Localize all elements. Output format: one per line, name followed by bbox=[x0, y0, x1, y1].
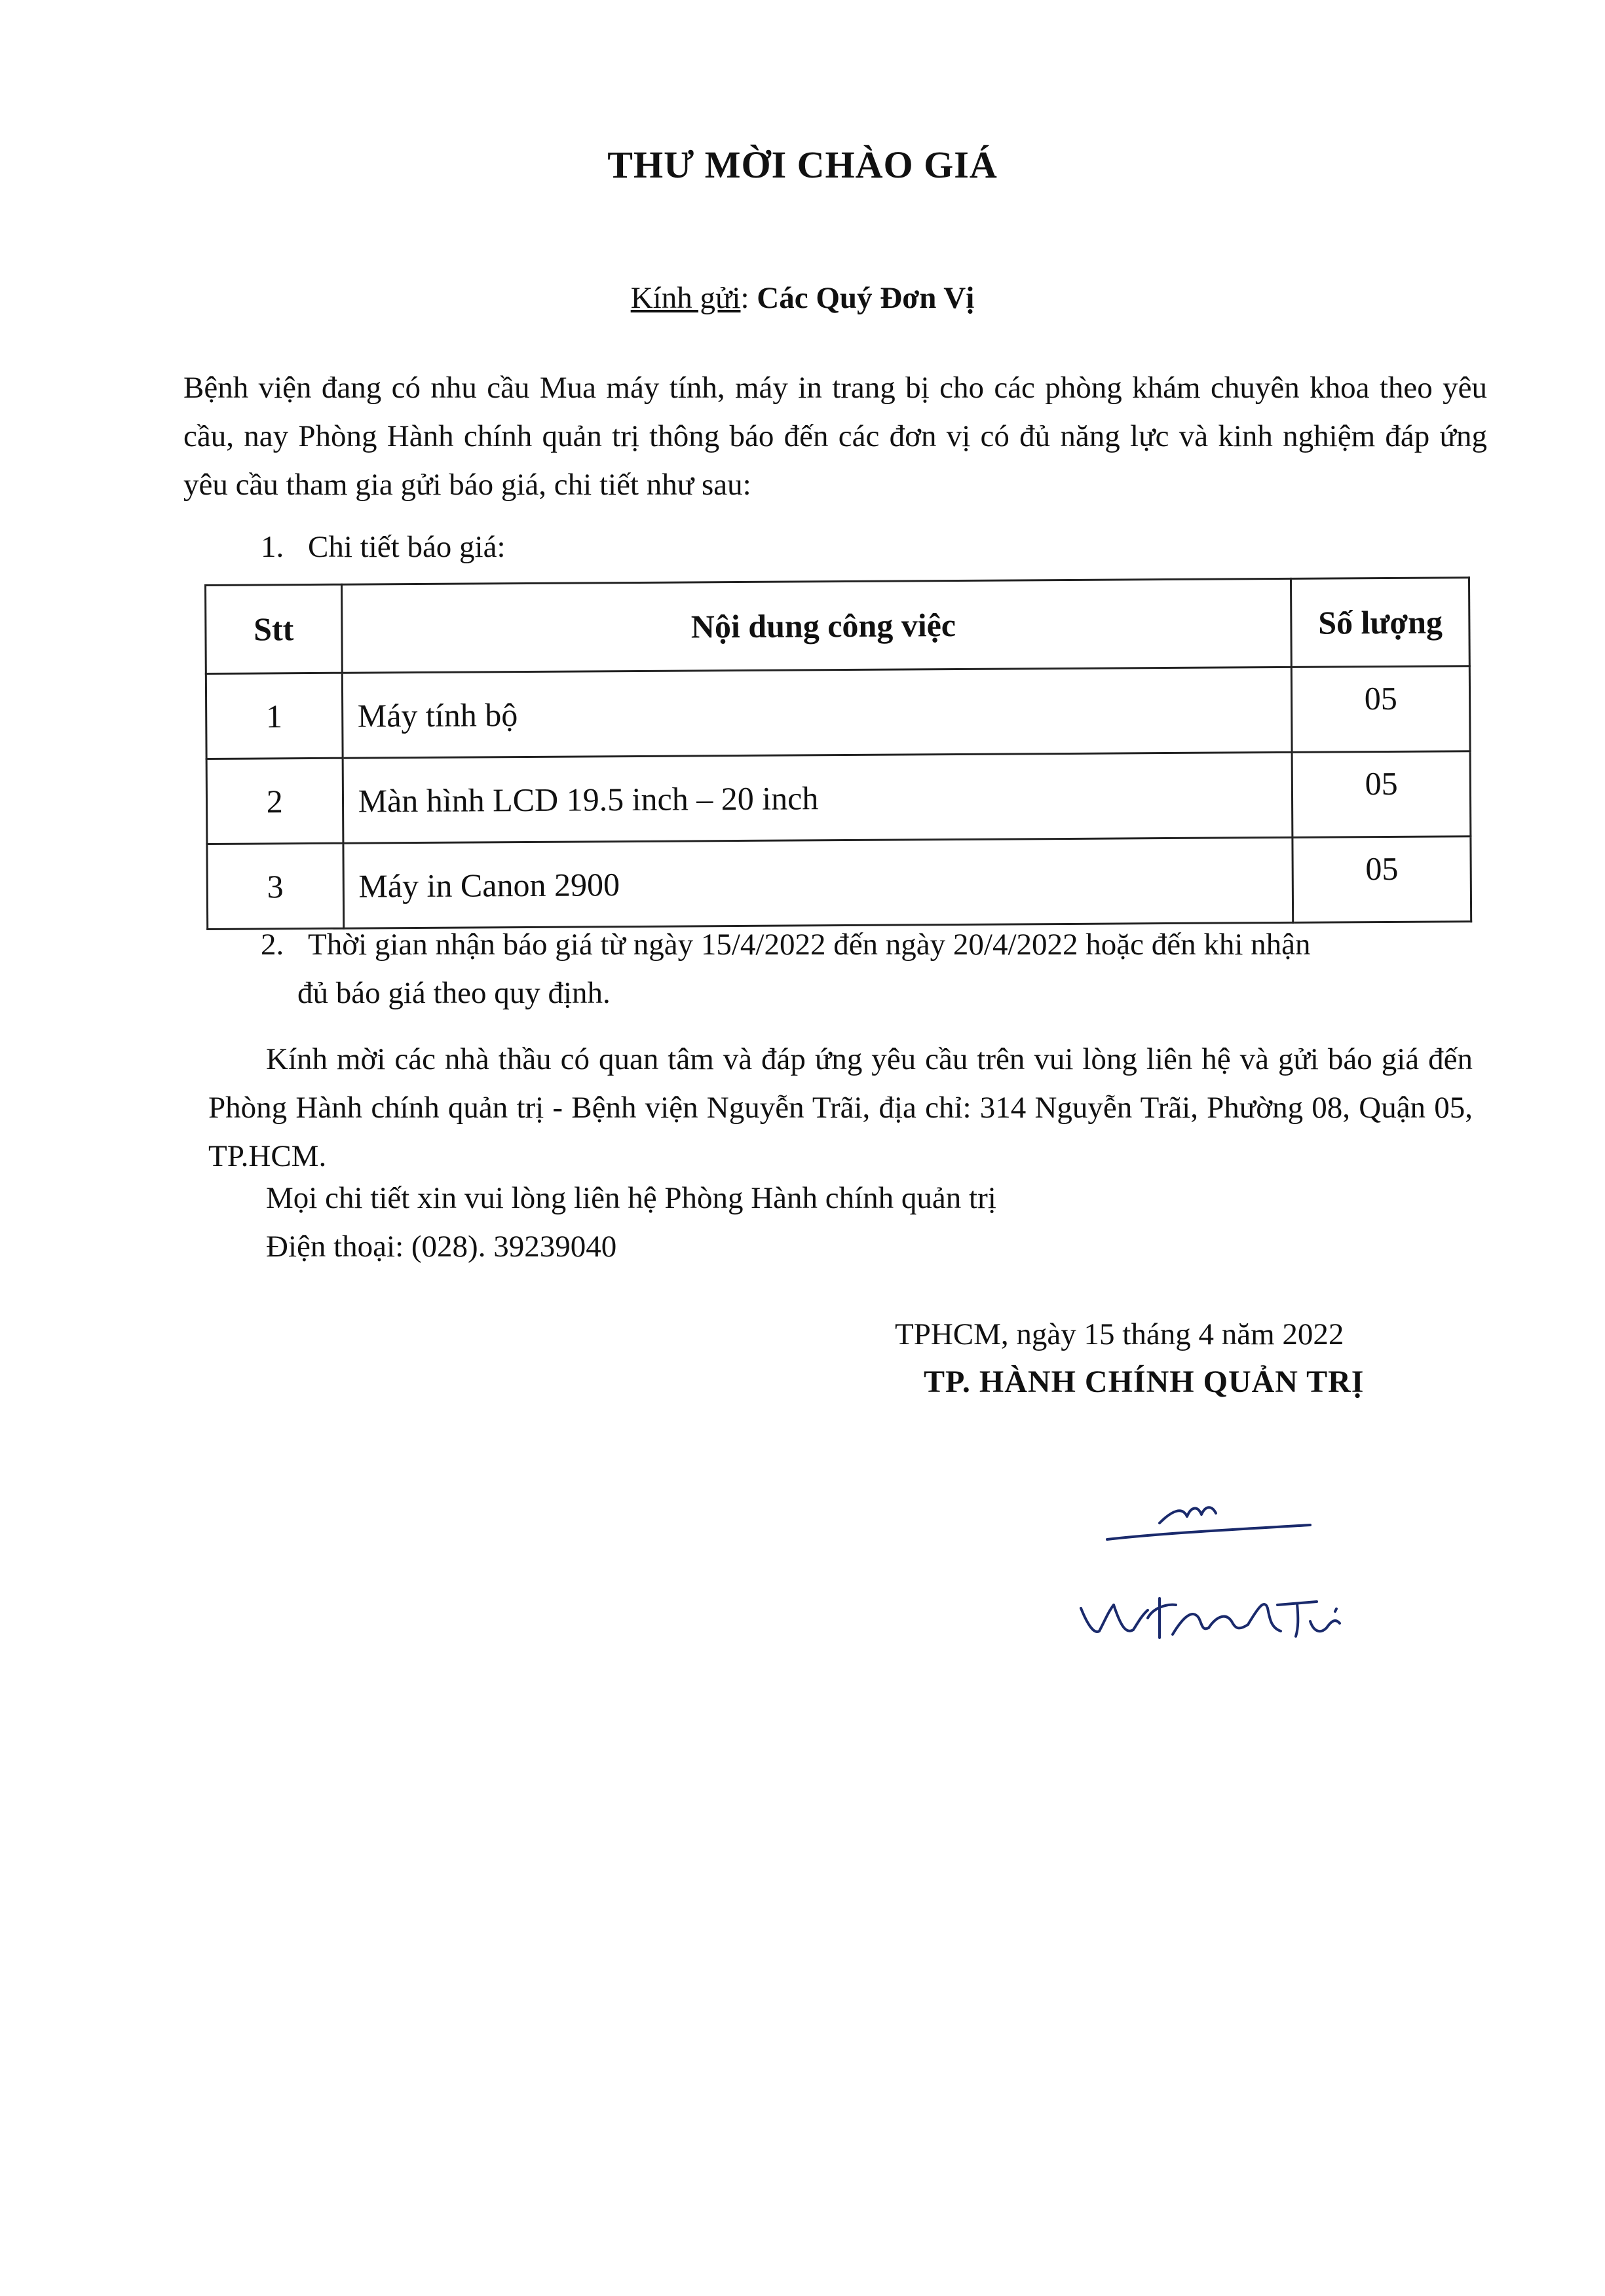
row-description: Máy in Canon 2900 bbox=[343, 837, 1293, 928]
handwritten-signature bbox=[1061, 1494, 1402, 1664]
section-1-number: 1. bbox=[261, 530, 284, 564]
section-2-number: 2. bbox=[261, 928, 284, 962]
table-header-row bbox=[206, 578, 1470, 674]
row-description: Máy tính bộ bbox=[342, 667, 1293, 758]
header-stt: Stt bbox=[206, 584, 342, 673]
recipient-value: Các Quý Đơn Vị bbox=[757, 281, 975, 315]
row-stt: 1 bbox=[206, 673, 342, 759]
section-1-heading bbox=[261, 529, 506, 565]
table-row bbox=[207, 837, 1471, 930]
section-1-text: Chi tiết báo giá: bbox=[308, 530, 506, 564]
recipient-separator: : bbox=[740, 281, 757, 315]
invitation-paragraph: Kính mời các nhà thầu có quan tâm và đáp ứng yêu cầu trên vui lòng liên hệ và gửi báo giá đến Phòng Hành chính quản trị - Bệnh viện Nguyễn Trãi, địa chỉ: 314 Nguyễn Trãi, Phường 08, Quận 05, TP.HCM. bbox=[208, 1042, 1473, 1173]
header-quantity: Số lượng bbox=[1291, 578, 1469, 668]
row-quantity: 05 bbox=[1293, 837, 1471, 923]
recipient-line bbox=[0, 280, 1605, 316]
document-title: THƯ MỜI CHÀO GIÁ bbox=[607, 143, 998, 186]
quotation-table bbox=[204, 576, 1472, 930]
header-description: Nội dung công việc bbox=[341, 578, 1292, 673]
table-row bbox=[206, 666, 1470, 759]
row-stt: 3 bbox=[207, 843, 343, 929]
row-stt: 2 bbox=[206, 758, 343, 844]
recipient-label: Kính gửi bbox=[630, 281, 741, 315]
phone-line: Điện thoại: (028). 39239040 bbox=[266, 1230, 617, 1264]
signature-department: TP. HÀNH CHÍNH QUẢN TRỊ bbox=[924, 1364, 1365, 1399]
table-row bbox=[206, 751, 1471, 844]
section-2-line-2: đủ báo giá theo quy định. bbox=[297, 976, 611, 1010]
row-quantity: 05 bbox=[1293, 751, 1471, 838]
row-quantity: 05 bbox=[1292, 666, 1470, 753]
contact-line: Mọi chi tiết xin vui lòng liên hệ Phòng Hành chính quản trị bbox=[266, 1181, 996, 1215]
signature-date: TPHCM, ngày 15 tháng 4 năm 2022 bbox=[895, 1317, 1344, 1351]
intro-paragraph: Bệnh viện đang có nhu cầu Mua máy tính, máy in trang bị cho các phòng khám chuyên khoa theo yêu cầu, nay Phòng Hành chính quản trị thông báo đến các đơn vị có đủ năng lực và kinh nghiệm đáp ứng yêu cầu tham gia gửi báo giá, chi tiết như sau: bbox=[183, 371, 1487, 502]
row-description: Màn hình LCD 19.5 inch – 20 inch bbox=[343, 752, 1293, 843]
section-2 bbox=[261, 920, 1479, 1017]
section-2-text: Thời gian nhận báo giá từ ngày 15/4/2022 đến ngày 20/4/2022 hoặc đến khi nhận bbox=[308, 928, 1311, 962]
section-2-line-1 bbox=[261, 920, 1479, 969]
